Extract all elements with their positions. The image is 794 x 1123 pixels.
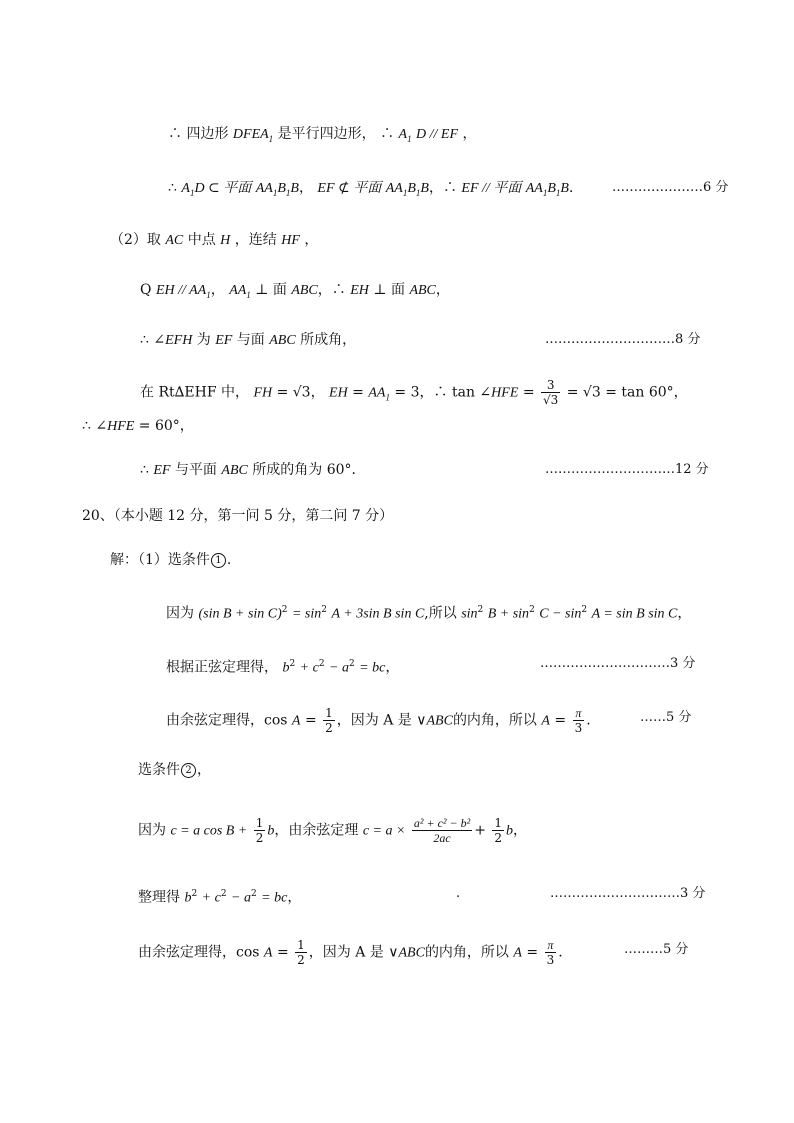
text: ，	[462, 126, 477, 142]
text: 选条件	[138, 762, 180, 778]
stray-dot: .	[456, 886, 461, 901]
text: ⊥ 面	[255, 282, 287, 298]
subscript: 1	[555, 187, 561, 198]
text: =	[526, 944, 539, 961]
text: 由余弦定理得，cos	[138, 944, 260, 961]
numerator: 3	[541, 378, 560, 393]
text: =	[522, 384, 535, 401]
text: 的内角，所以	[424, 944, 509, 961]
text: ，因为 A 是	[308, 944, 384, 961]
math: ∨ABC	[388, 945, 425, 961]
text: （2）取	[110, 232, 161, 248]
math: AA	[229, 283, 247, 298]
line-tangent	[140, 378, 688, 407]
denominator: 2	[297, 953, 305, 967]
math: c = a cos B +	[170, 823, 248, 839]
numerator: 1	[494, 816, 503, 830]
math: AA	[385, 181, 403, 196]
math: b	[267, 823, 275, 839]
math: EF	[215, 333, 233, 348]
math: ∠HFE	[95, 419, 135, 434]
line-conclusion	[140, 460, 366, 481]
subscript: 1	[415, 187, 421, 198]
denominator: √3	[543, 393, 559, 407]
math: − a	[329, 660, 349, 676]
subscript: 1	[407, 133, 412, 144]
math: EF	[153, 463, 171, 478]
fraction	[295, 938, 307, 967]
superscript: 2	[348, 659, 355, 669]
fraction	[254, 816, 266, 845]
math: DFEA	[232, 127, 269, 142]
text: 在 Rt∆EHF 中，	[140, 384, 249, 401]
subscript: 1	[189, 187, 195, 198]
text: ∴	[82, 418, 91, 434]
circled-number: 1	[211, 553, 226, 568]
text: ，∴	[317, 282, 346, 298]
denominator: 3	[546, 953, 555, 967]
math: ABC	[409, 283, 436, 298]
text: = 3	[394, 384, 420, 401]
text: 所成角，	[300, 332, 357, 348]
subscript: 1	[285, 187, 291, 198]
text: 根据正弦定理得，	[166, 659, 278, 676]
math: FH	[253, 385, 273, 401]
numerator: π	[573, 706, 585, 721]
math: + c	[299, 660, 319, 676]
text: 因为	[138, 822, 166, 839]
text: ，	[677, 605, 692, 622]
math: = sin	[291, 606, 322, 622]
subscript: 1	[268, 133, 274, 144]
fraction	[412, 816, 472, 845]
line-simplify	[138, 884, 301, 909]
text: ，连结	[234, 232, 277, 248]
math: AA	[525, 181, 543, 196]
numerator: π	[545, 938, 557, 953]
text: .	[226, 552, 232, 568]
text: ，因为 A 是	[336, 712, 412, 729]
superscript: 2	[220, 889, 227, 899]
text: 所成的角为 60°．	[252, 462, 366, 478]
math: ∠HFE	[479, 385, 519, 401]
fraction	[492, 816, 504, 845]
denominator: 2	[494, 831, 503, 845]
math: c = a ×	[362, 823, 406, 839]
math: = √3	[276, 384, 311, 401]
line-sine-equation	[166, 600, 691, 625]
math: ABC	[269, 333, 296, 348]
superscript: 2	[250, 889, 257, 899]
fraction	[573, 706, 585, 735]
superscript: 2	[318, 659, 325, 669]
score-5a: ……5 分	[640, 710, 692, 725]
subscript: 1	[272, 187, 278, 198]
math: B	[277, 181, 286, 196]
superscript: 2	[529, 605, 535, 615]
line-cosine-law-2	[138, 938, 563, 967]
text: ，	[197, 762, 211, 778]
line-angle	[140, 330, 356, 351]
math: AA	[255, 181, 273, 196]
numerator: 1	[255, 816, 264, 830]
math: A	[541, 713, 550, 729]
math: A	[398, 127, 408, 142]
math: D // EF	[416, 127, 459, 142]
math: A	[513, 945, 522, 961]
line-parallelogram	[168, 124, 477, 149]
text: =	[276, 944, 289, 961]
math: AA	[368, 385, 386, 401]
math: EF ⊄ 平面	[317, 181, 382, 196]
text: .	[558, 944, 563, 961]
math: A	[181, 181, 190, 196]
line-perpendicular	[140, 280, 450, 305]
score-3a: …………………………3 分	[540, 656, 696, 671]
text: ，∴	[428, 180, 457, 196]
text: ∴	[140, 462, 149, 478]
text: .	[586, 712, 591, 729]
math: ABC	[221, 463, 248, 478]
text: 与面	[236, 332, 265, 348]
text: 中点	[187, 232, 216, 248]
math: b	[184, 890, 192, 906]
text: 与平面	[174, 462, 217, 478]
question-20-header: 20、（本小题 12 分，第一问 5 分，第二问 7 分）	[82, 508, 394, 524]
text: 的内角，所以	[452, 712, 537, 729]
line-midpoint	[110, 230, 318, 251]
math: EH	[350, 283, 369, 298]
text: ，∴ tan	[419, 384, 475, 401]
text: 是平行四边形，	[277, 126, 376, 142]
line-choose-condition-1	[110, 550, 231, 570]
score-12: …………………………12 分	[545, 462, 709, 477]
text: ，	[304, 232, 319, 248]
text: 因为	[166, 605, 194, 622]
math: B + sin	[487, 606, 530, 622]
fraction	[323, 706, 335, 735]
math: = bc	[261, 890, 288, 906]
math: B	[420, 181, 429, 196]
superscript: 2	[581, 605, 588, 615]
text: 解：（1）选条件	[110, 552, 210, 568]
math: ∠EFH	[153, 333, 193, 348]
subscript: 1	[206, 289, 211, 300]
math: AC	[165, 233, 184, 248]
line-plane-parallel	[168, 178, 583, 203]
math: sin	[461, 606, 478, 622]
text: ∴	[380, 126, 395, 142]
text: ，	[298, 180, 313, 196]
text: +	[474, 822, 486, 839]
math: B	[290, 181, 299, 196]
text: Q	[140, 282, 152, 298]
score-6: …………………6 分	[612, 180, 729, 195]
math: HF	[281, 233, 300, 248]
text: =	[304, 712, 317, 729]
subscript: 1	[402, 187, 408, 198]
superscript: 2	[281, 605, 288, 615]
text: ，	[435, 282, 450, 298]
score-3b: …………………………3 分	[550, 886, 706, 901]
text: 整理得	[138, 889, 180, 906]
math: A = sin B sin C	[591, 606, 678, 622]
line-cosine-law-1	[166, 706, 591, 735]
superscript: 2	[289, 659, 296, 669]
text: 为	[196, 332, 211, 348]
text: = 60°	[138, 418, 180, 434]
text: ，	[513, 822, 528, 839]
text: ，	[210, 282, 225, 298]
numerator: 1	[297, 938, 305, 952]
subscript: 1	[385, 392, 390, 403]
text: = √3 = tan 60°	[566, 384, 674, 401]
numerator: a² + c² − b²	[413, 816, 471, 830]
line-choose-condition-2	[138, 760, 211, 780]
math: EH	[329, 385, 348, 401]
circled-number: 2	[181, 763, 196, 778]
numerator: 1	[325, 706, 333, 720]
math: C − sin	[539, 606, 582, 622]
denominator: 2	[255, 831, 264, 845]
text: =	[554, 712, 567, 729]
math: + c	[201, 890, 221, 906]
fraction	[545, 938, 557, 967]
text: ，	[179, 418, 194, 434]
math: − a	[231, 890, 251, 906]
superscript: 2	[321, 605, 328, 615]
text: ，由余弦定理	[274, 822, 359, 839]
text: ⊥ 面	[373, 282, 405, 298]
text: ∴ 四边形	[168, 126, 229, 142]
line-condition-2-equation	[138, 816, 527, 845]
line-sine-law	[166, 654, 399, 679]
math: D ⊂ 平面	[194, 181, 252, 196]
math: EF // 平面	[461, 181, 522, 196]
denominator: 2ac	[433, 831, 451, 845]
math: = bc	[359, 660, 386, 676]
math: B	[407, 181, 416, 196]
subscript: 1	[542, 187, 548, 198]
math: B	[560, 181, 569, 196]
text: ，	[385, 659, 400, 676]
text: =	[352, 384, 364, 401]
math: EH // AA	[155, 283, 207, 298]
score-5b: ………5 分	[624, 942, 689, 957]
text: ，	[287, 889, 302, 906]
math: ∨ABC	[416, 713, 453, 729]
math: A + 3sin B sin C	[331, 606, 425, 622]
score-8: …………………………8 分	[545, 332, 701, 347]
math: ABC	[291, 283, 318, 298]
subscript: 1	[246, 289, 251, 300]
math: A	[263, 945, 273, 961]
math: A	[291, 713, 301, 729]
line-angle-60	[82, 416, 194, 437]
math: (sin B + sin C)	[198, 606, 282, 622]
denominator: 3	[574, 721, 583, 735]
denominator: 2	[325, 721, 333, 735]
text: ∴	[168, 180, 177, 196]
text: ．	[568, 180, 583, 196]
math: B	[547, 181, 556, 196]
text: ，	[673, 384, 688, 401]
math: H	[220, 233, 231, 248]
math: b	[506, 823, 514, 839]
math: b	[282, 660, 290, 676]
text: ,所以	[424, 605, 457, 622]
text: 由余弦定理得，cos	[166, 712, 288, 729]
text: ，	[310, 384, 325, 401]
superscript: 2	[191, 889, 198, 899]
fraction	[541, 378, 560, 407]
superscript: 2	[477, 605, 484, 615]
text: ∴	[140, 332, 149, 348]
